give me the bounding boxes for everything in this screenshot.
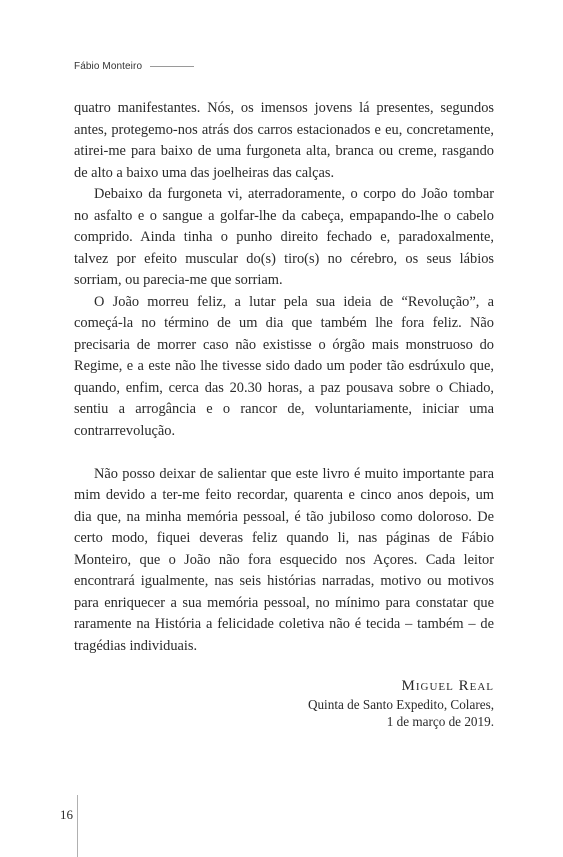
signature-block	[308, 678, 494, 730]
running-header-author: Fábio Monteiro	[74, 61, 143, 72]
body-text	[74, 98, 494, 657]
signature-name: Miguel Real	[401, 678, 494, 694]
running-header	[74, 61, 194, 72]
page-number: 16	[60, 807, 73, 822]
signature-place: Quinta de Santo Expedito, Colares,	[307, 697, 494, 712]
paragraph: Debaixo da furgoneta vi, aterradoramente, o corpo do João tombar no asfalto e o sangue a golfar-lhe da cabeça, empapando-lhe o cabelo comprido. Ainda tinha o punho direito fechado e, paradoxalmente, talvez por efeito muscular do(s) tiro(s) no cérebro, os seus lábios sorriam, ou parecia-me que sorriam.	[74, 186, 494, 288]
folio-rule	[77, 795, 78, 857]
signature-date: 1 de março de 2019.	[386, 714, 494, 729]
paragraph: O João morreu feliz, a lutar pela sua ideia de “Revolução”, a começá-la no término de um dia que também lhe fora feliz. Não precisaria de morrer caso não existisse o órgão mais monstruoso do Regime, e a este não lhe tivesse sido dado um poder tão esdrúxulo que, quando, enfim, cerca das 20.30 horas, a paz pousava sobre o Chiado, sentiu a arrogância e o rancor de, voluntariamente, iniciar uma contrarrevolução.	[74, 293, 494, 439]
running-header-rule	[150, 66, 194, 67]
paragraph: Não posso deixar de salientar que este livro é muito importante para mim devido a ter-me feito recordar, quarenta e cinco anos depois, um dia que, na minha memória pessoal, é tão jubiloso como doloroso. De certo modo, fiquei deveras feliz quando li, nas páginas de Fábio Monteiro, que o João não fora esquecido nos Açores. Cada leitor encontrará igualmente, nas seis histórias narradas, motivo ou motivos para enriquecer a sua memória pessoal, no mínimo para constatar que raramente na História a felicidade coletiva não é tecida – também – de tragédias individuais.	[74, 465, 494, 654]
paragraph-continuation: quatro manifestantes. Nós, os imensos jovens lá presentes, segundos antes, protegemo-nos atrás dos carros estacionados e eu, concretamente, atirei-me para baixo de uma furgoneta alta, branca ou creme, rasgando de alto a baixo uma das joelheiras das calças.	[74, 100, 494, 181]
